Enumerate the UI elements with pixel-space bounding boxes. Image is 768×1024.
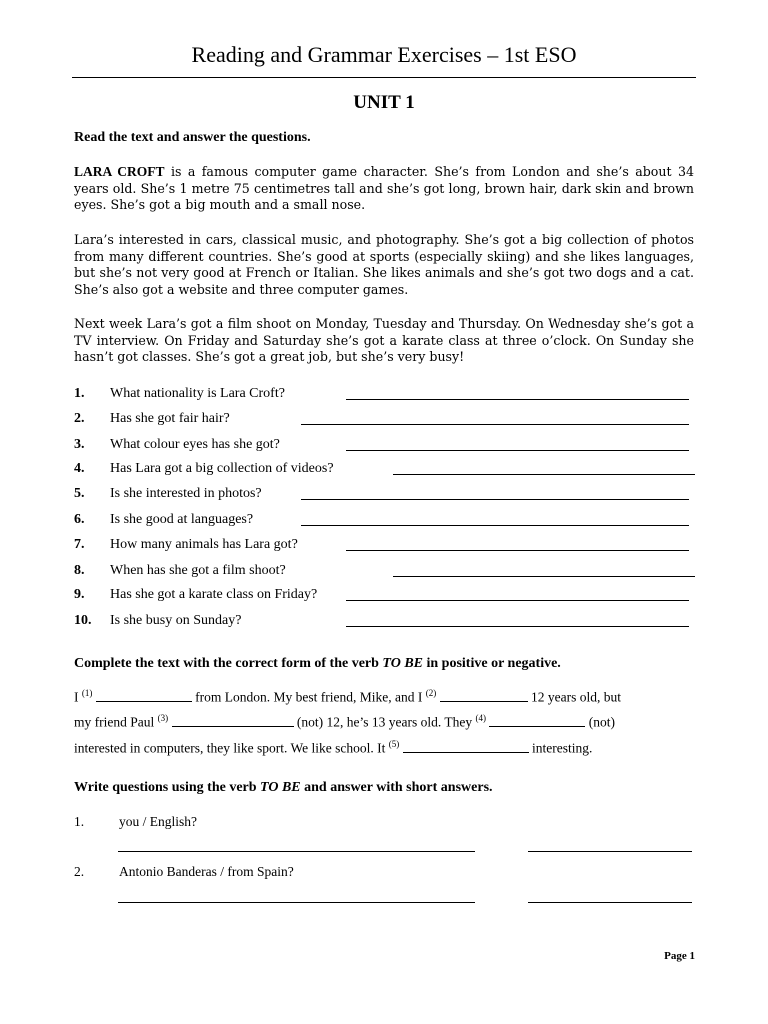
- question-text: Is she busy on Sunday?: [110, 613, 242, 628]
- grammar-instruction-tail: in positive or negative.: [423, 656, 561, 671]
- fill-text: interesting.: [528, 740, 593, 756]
- question-number: 6.: [74, 512, 85, 527]
- gap-number: (1): [81, 688, 93, 698]
- question-text: Is she good at languages?: [110, 512, 254, 527]
- paragraph-3: Next week Lara’s got a film shoot on Monday, Tuesday and Thursday. On Wednesday she’s got a TV interview. On Friday and Saturday she’s got a karate class at three o’clock. On Sunday she hasn’t got classes. She’s got a great job, but she’s very busy!: [74, 316, 694, 364]
- fill-text: (not) 12, he’s 13 years old. They: [293, 714, 476, 730]
- questions-instruction-tail: and answer with short answers.: [300, 780, 493, 795]
- question-number: 8.: [74, 563, 85, 578]
- question-number: 9.: [74, 587, 85, 602]
- paragraph-2: Lara’s interested in cars, classical music, and photography. She’s got a big collection of photos from many different countries. She’s good at sports (especially skiing) and she likes languages, but she’s not very good at French or Italian. She likes animals and she’s got two dogs and a cat. She’s also got a website and three computer games.: [74, 232, 694, 297]
- question-number: 5.: [74, 486, 85, 501]
- gap-number: (2): [425, 688, 437, 698]
- question-row: [74, 563, 699, 583]
- question-number: 1.: [74, 386, 85, 401]
- paragraph-1-lead: LARA CROFT: [74, 164, 165, 179]
- paragraph-1-text: is a famous computer game character. She’s from London and she’s about 34 years old. She’s 1 metre 75 centimetres tall and she’s got long, brown hair, dark skin and brown eyes. She’s got a big mouth and a small nose.: [74, 164, 694, 212]
- question-number: 2.: [74, 411, 85, 426]
- header-divider: [72, 77, 696, 78]
- question-row: [74, 461, 699, 481]
- question-row: [74, 486, 699, 506]
- grammar-instruction-text: Complete the text with the correct form of the verb: [74, 656, 383, 671]
- question-row: [74, 537, 699, 557]
- fill-text: from London. My best friend, Mike, and I: [191, 689, 426, 705]
- gap-blank[interactable]: [172, 725, 294, 727]
- document-header: Reading and Grammar Exercises – 1st ESO: [191, 42, 577, 67]
- questions-instruction-text: Write questions using the verb: [74, 780, 261, 795]
- question-row: [74, 512, 699, 532]
- question-row: [74, 411, 699, 431]
- fill-in-line-2: [74, 713, 694, 731]
- question-row: [74, 386, 699, 406]
- question-row: [74, 613, 699, 633]
- fill-text: (not): [585, 714, 615, 730]
- answer-line[interactable]: [301, 424, 689, 425]
- question-text: Has Lara got a big collection of videos?: [110, 461, 334, 476]
- question-text: Is she interested in photos?: [110, 486, 262, 501]
- answer-line[interactable]: [346, 626, 689, 627]
- gap-number: (4): [475, 713, 486, 723]
- gap-number: (5): [388, 739, 400, 749]
- gap-blank[interactable]: [403, 751, 529, 753]
- question-number: 4.: [74, 461, 85, 476]
- questions-instruction-verb: TO BE: [260, 780, 301, 795]
- question-answer-line[interactable]: [118, 902, 475, 903]
- answer-line[interactable]: [301, 525, 689, 526]
- short-answer-line[interactable]: [528, 851, 692, 852]
- gap-blank[interactable]: [489, 725, 585, 727]
- prompt-number: 2.: [74, 864, 85, 879]
- question-number: 3.: [74, 437, 85, 452]
- paragraph-1: [74, 164, 694, 214]
- answer-line[interactable]: [346, 450, 689, 451]
- fill-text: I: [74, 689, 82, 705]
- answer-line[interactable]: [393, 474, 695, 475]
- prompt-text: Antonio Banderas / from Spain?: [119, 864, 294, 879]
- answer-line[interactable]: [346, 600, 689, 601]
- grammar-instruction: [74, 656, 561, 672]
- questions-instruction: [74, 780, 493, 796]
- fill-in-line-1: [74, 688, 694, 706]
- fill-in-line-3: [74, 739, 694, 757]
- page-number: Page 1: [664, 950, 695, 962]
- fill-text: interested in computers, they like sport. We like school. It: [74, 740, 389, 756]
- question-row: [74, 587, 699, 607]
- answer-line[interactable]: [301, 499, 689, 500]
- answer-line[interactable]: [393, 576, 695, 577]
- question-text: How many animals has Lara got?: [110, 537, 298, 552]
- reading-instruction: Read the text and answer the questions.: [74, 130, 311, 145]
- prompt-text: you / English?: [119, 814, 197, 829]
- gap-blank[interactable]: [96, 700, 192, 702]
- gap-number: (3): [157, 713, 169, 723]
- short-answer-line[interactable]: [528, 902, 692, 903]
- unit-title: UNIT 1: [353, 92, 415, 113]
- question-text: Has she got a karate class on Friday?: [110, 587, 318, 602]
- grammar-instruction-verb: TO BE: [382, 656, 423, 671]
- question-number: 7.: [74, 537, 85, 552]
- fill-text: 12 years old, but: [527, 689, 621, 705]
- answer-line[interactable]: [346, 550, 689, 551]
- question-text: When has she got a film shoot?: [110, 563, 286, 578]
- question-text: What colour eyes has she got?: [110, 437, 280, 452]
- fill-text: my friend Paul: [74, 714, 158, 730]
- prompt-item: [74, 814, 694, 834]
- question-text: What nationality is Lara Croft?: [110, 386, 285, 401]
- prompt-number: 1.: [74, 814, 85, 829]
- question-answer-line[interactable]: [118, 851, 475, 852]
- question-number: 10.: [74, 613, 92, 628]
- question-text: Has she got fair hair?: [110, 411, 230, 426]
- answer-line[interactable]: [346, 399, 689, 400]
- prompt-item: [74, 864, 694, 884]
- question-row: [74, 437, 699, 457]
- gap-blank[interactable]: [440, 700, 528, 702]
